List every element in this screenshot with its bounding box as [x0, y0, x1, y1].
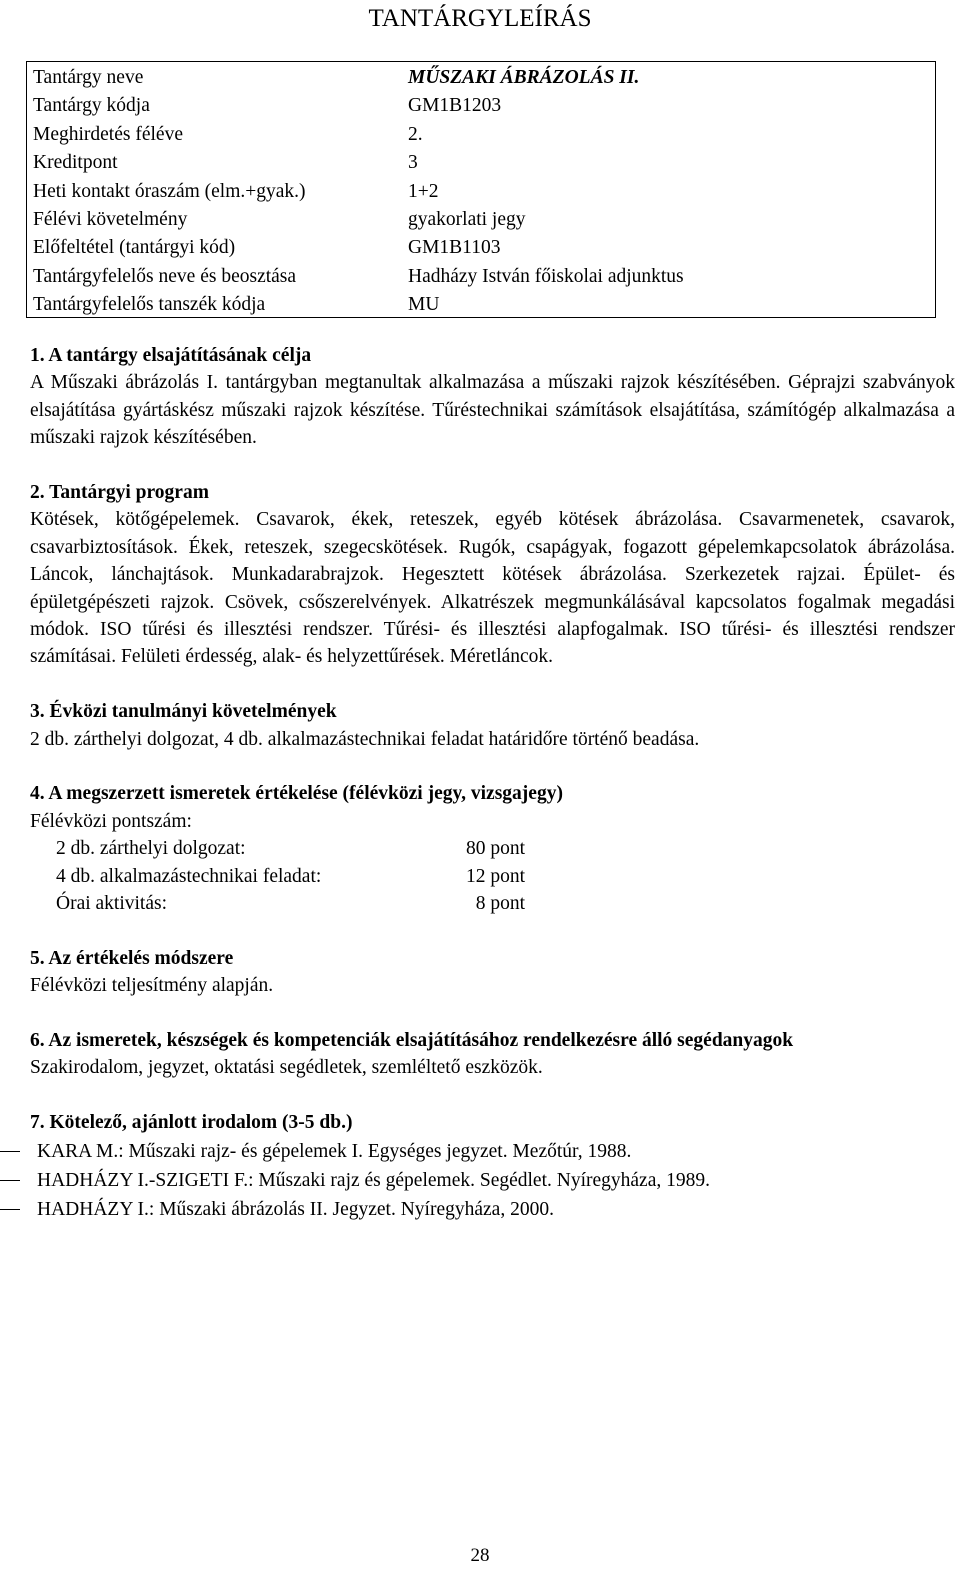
score-value: 80 pont — [466, 838, 526, 860]
info-value: GM1B1103 — [408, 237, 501, 259]
info-value: MU — [408, 294, 440, 316]
section-heading: 7. Kötelező, ajánlott irodalom (3-5 db.) — [30, 1112, 353, 1134]
info-label: Félévi követelmény — [33, 208, 188, 230]
section-heading: 4. A megszerzett ismeretek értékelése (félévközi jegy, vizsgajegy) — [30, 783, 563, 805]
info-value: GM1B1203 — [408, 95, 502, 117]
score-row — [30, 835, 955, 862]
score-row — [30, 863, 955, 890]
info-label: Tantárgy kódja — [33, 95, 150, 117]
score-row — [30, 890, 955, 917]
info-row-hours — [27, 178, 935, 206]
dash-icon — [0, 1209, 20, 1211]
section-text: 2 db. zárthelyi dolgozat, 4 db. alkalmazástechnikai feladat határidőre történő beadása. — [30, 728, 700, 750]
score-value: 8 pont — [466, 893, 526, 915]
course-info-table — [26, 61, 936, 318]
info-value: Hadházy István főiskolai adjunktus — [408, 265, 684, 287]
info-row-responsible — [27, 263, 935, 291]
score-label: Órai aktivitás: — [56, 893, 168, 915]
section-literature — [30, 1109, 955, 1223]
section-requirements — [30, 698, 955, 753]
section-program — [30, 479, 955, 671]
dash-icon — [0, 1180, 20, 1182]
info-label: Heti kontakt óraszám (elm.+gyak.) — [33, 180, 306, 202]
info-row-code — [27, 92, 935, 120]
info-row-department — [27, 291, 935, 319]
info-row-prerequisite — [27, 234, 935, 262]
reference-text: HADHÁZY I.-SZIGETI F.: Műszaki rajz és gépelemek. Segédlet. Nyíregyháza, 1989. — [37, 1169, 710, 1191]
section-heading: 6. Az ismeretek, készségek és kompetenciák elsajátításához rendelkezésre álló segédanyagok — [30, 1030, 794, 1052]
reference-text: HADHÁZY I.: Műszaki ábrázolás II. Jegyzet. Nyíregyháza, 2000. — [37, 1198, 554, 1220]
reference-list — [30, 1137, 955, 1224]
section-goal — [30, 342, 955, 452]
info-label: Kreditpont — [33, 152, 118, 174]
section-heading: 3. Évközi tanulmányi követelmények — [30, 701, 337, 723]
section-heading: 5. Az értékelés módszere — [30, 947, 234, 969]
info-row-credits — [27, 149, 935, 177]
section-text: Félévközi teljesítmény alapján. — [30, 975, 274, 997]
info-label: Tantárgyfelelős tanszék kódja — [33, 294, 266, 316]
info-value: 2. — [408, 123, 423, 145]
section-evaluation — [30, 780, 955, 917]
section-text: Kötések, kötőgépelemek. Csavarok, ékek, reteszek, egyéb kötések ábrázolása. Csavarmenetek, csavarok, csavarbiztosítások. Ékek, reteszek, szegecskötések. Rugók, csapágyak, fogazott gépelemkapcsolatok ábrázolása. Láncok, lánchajtások. Munkadarabrajzok. Hegesztett kötések ábrázolása. Szerkezetek rajzai. Épület- és épületgépészeti rajzok. Csövek, csőszerelvények. Alkatrészek megmunkálásával kapcsolatos fogalmak megadási módok. ISO tűrési és illesztési rendszer. Tűrési- és illesztési alapfogalmak. ISO tűrési- és illesztési rendszer számításai. Felületi érdesség, alak- és helyzettűrések. Méretláncok. — [30, 509, 955, 668]
section-heading: 1. A tantárgy elsajátításának célja — [30, 345, 312, 366]
page-number: 28 — [470, 1545, 490, 1566]
course-description — [30, 342, 955, 1251]
section-method — [30, 945, 955, 1000]
info-row-name — [27, 64, 935, 92]
info-value: gyakorlati jegy — [408, 208, 526, 230]
score-label: 2 db. zárthelyi dolgozat: — [56, 838, 246, 860]
info-label: Meghirdetés féléve — [33, 123, 183, 145]
info-row-requirement — [27, 206, 935, 234]
info-label: Előfeltétel (tantárgyi kód) — [33, 237, 236, 259]
reference-item — [30, 1195, 955, 1224]
score-value: 12 pont — [466, 865, 526, 887]
info-label: Tantárgy neve — [33, 67, 144, 88]
info-row-semester — [27, 121, 935, 149]
dash-icon — [0, 1151, 20, 1153]
section-heading: 2. Tantárgyi program — [30, 482, 209, 504]
section-text: A Műszaki ábrázolás I. tantárgyban megtanultak alkalmazása a műszaki rajzok készítésében. Géprajzi szabványok elsajátítása gyártáskész műszaki rajzok készítése. Tűréstechnikai számítások elsajátítása, számítógép alkalmazása a műszaki rajzok készítésében. — [30, 372, 955, 449]
reference-item — [30, 1166, 955, 1195]
section-materials — [30, 1027, 955, 1082]
info-value: 1+2 — [408, 180, 439, 202]
section-text: Félévközi pontszám: — [30, 810, 192, 832]
score-label: 4 db. alkalmazástechnikai feladat: — [56, 865, 322, 887]
reference-text: KARA M.: Műszaki rajz- és gépelemek I. Egységes jegyzet. Mezőtúr, 1988. — [37, 1140, 632, 1162]
reference-item — [30, 1137, 955, 1166]
info-label: Tantárgyfelelős neve és beosztása — [33, 265, 297, 287]
info-value: MŰSZAKI ÁBRÁZOLÁS II. — [408, 67, 640, 88]
info-value: 3 — [408, 152, 418, 174]
section-text: Szakirodalom, jegyzet, oktatási segédletek, szemléltető eszközök. — [30, 1057, 543, 1079]
page-title: TANTÁRGYLEÍRÁS — [368, 5, 592, 32]
